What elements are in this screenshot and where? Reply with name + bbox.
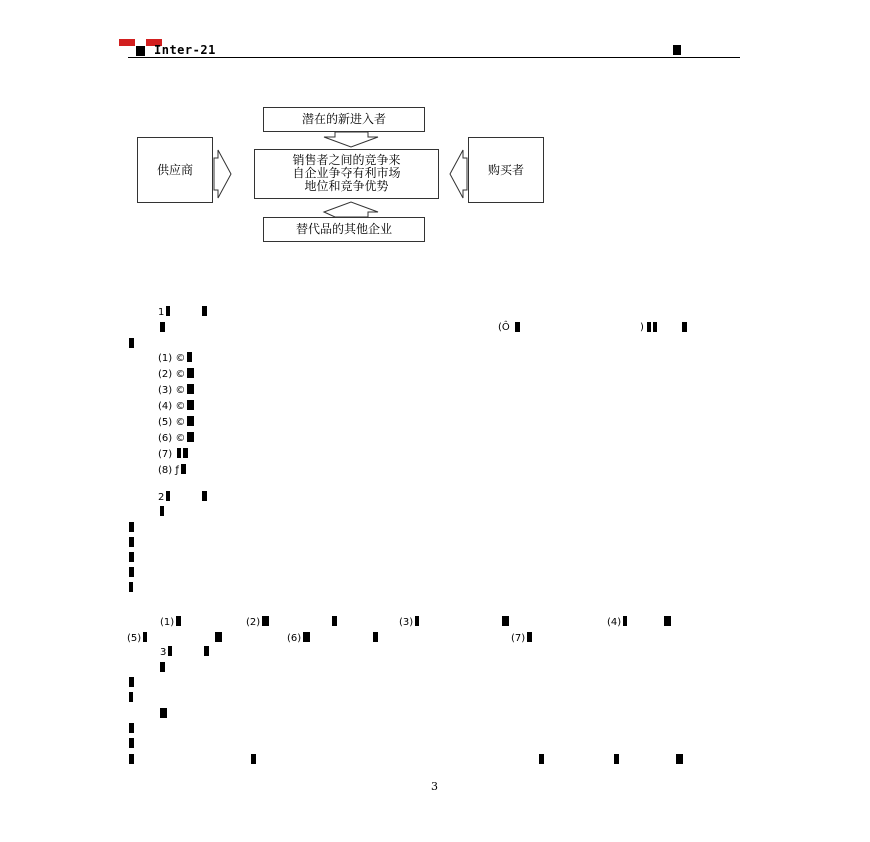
page-number: 3 <box>431 780 438 793</box>
bracket-close: ) <box>640 322 644 333</box>
section-2-para-block <box>127 522 134 597</box>
box-substitutes-label: 替代品的其他企业 <box>295 222 392 236</box>
logo-red-block-left <box>119 39 135 46</box>
arrow-left-icon <box>450 150 467 198</box>
box-suppliers-label: 供应商 <box>156 163 193 177</box>
list-item: (3) © <box>158 384 194 400</box>
section-3-para-line-1 <box>158 662 165 674</box>
arrow-right-icon <box>214 150 231 198</box>
box-buyers-label: 购买者 <box>487 163 524 177</box>
section-3-number: 3 <box>160 647 167 658</box>
section-2-para-line <box>158 506 164 518</box>
rivalry-line-1: 销售者之间的竞争来 <box>292 153 401 167</box>
section-3-para-block-1 <box>127 677 134 707</box>
section-3-para-line-2 <box>158 708 167 720</box>
arrow-down-icon <box>324 132 378 147</box>
brand-name: Inter-21 <box>154 43 216 57</box>
arrow-up-icon <box>324 202 378 217</box>
section-3-para-block-2 <box>127 723 134 753</box>
list-item: (4) © <box>158 400 194 416</box>
section-2-heading <box>158 491 207 503</box>
inline-list-row-2: (5) (6) (7) <box>127 632 567 644</box>
rivalry-line-2: 自企业争夺有利市场 <box>292 166 401 180</box>
box-potential-entrants-label: 潜在的新进入者 <box>301 112 386 126</box>
box-industry-rivalry <box>254 149 439 199</box>
section-1-number: 1 <box>158 307 165 318</box>
list-item: (8) ƒ <box>158 464 194 480</box>
rivalry-line-3: 地位和竞争优势 <box>304 179 389 193</box>
list-item: (6) © <box>158 432 194 448</box>
section-3-para-last-line <box>127 754 687 766</box>
box-buyers <box>468 137 544 203</box>
header-rule <box>128 57 740 58</box>
logo-black-block <box>136 46 145 56</box>
box-potential-entrants <box>263 107 425 132</box>
list-item: (5) © <box>158 416 194 432</box>
box-suppliers <box>137 137 213 203</box>
box-substitutes <box>263 217 425 242</box>
section-1-heading <box>158 306 207 318</box>
section-1-para-line-2 <box>127 338 134 350</box>
list-item: (7) <box>158 448 194 464</box>
section-2-number: 2 <box>158 492 165 503</box>
inline-list-row-1: (1) (2) (3) (4) <box>160 616 690 628</box>
section-1-para-line-1 <box>158 322 698 334</box>
header <box>0 0 870 60</box>
list-item: (2) © <box>158 368 194 384</box>
list-1 <box>158 352 194 480</box>
section-3-heading <box>160 646 209 658</box>
bracket-open: (Ô <box>498 322 510 333</box>
header-right-mark <box>673 45 681 55</box>
list-item: (1) © <box>158 352 194 368</box>
five-forces-diagram <box>130 100 550 250</box>
